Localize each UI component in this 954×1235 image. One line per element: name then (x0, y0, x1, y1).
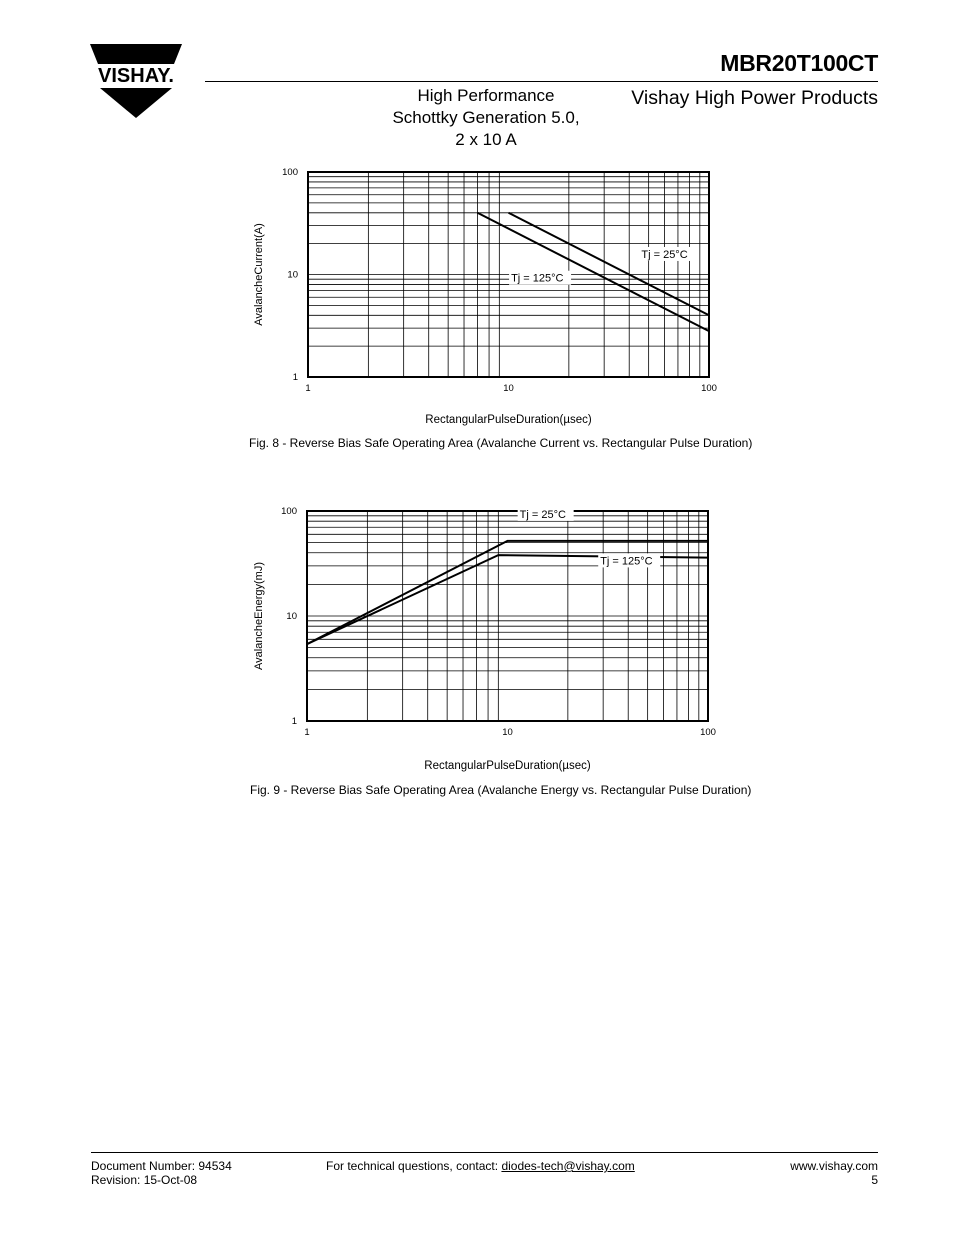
subtitle-line-3: 2 x 10 A (455, 130, 517, 149)
y-tick-label: 10 (286, 611, 297, 622)
vishay-logo (88, 42, 184, 120)
y-tick-label: 1 (291, 716, 297, 727)
revision: Revision: 15-Oct-08 (91, 1173, 198, 1187)
y-axis-label: AvalancheEnergy(mJ) (253, 561, 265, 671)
y-tick-label: 100 (281, 506, 297, 517)
footer-doc-info (91, 1159, 232, 1187)
product-subtitle (372, 85, 600, 151)
brand-line: Vishay High Power Products (631, 87, 878, 109)
fig8-chart (240, 160, 740, 432)
part-number: MBR20T100CT (720, 50, 878, 76)
x-axis-label: RectangularPulseDuration(µsec) (424, 760, 591, 772)
y-tick-label: 10 (287, 269, 298, 281)
footer-rule (91, 1152, 878, 1153)
page-number: 5 (871, 1173, 878, 1187)
y-tick-label: 1 (292, 372, 298, 383)
y-axis-label: AvalancheCurrent(A) (253, 223, 265, 326)
fig9-chart (240, 498, 740, 778)
series-label-tj125: Tj = 125°C (511, 272, 564, 285)
contact-prefix: For technical questions, contact: (326, 1159, 502, 1173)
x-tick-label: 1 (305, 383, 311, 394)
subtitle-line-1: High Performance (417, 86, 555, 105)
x-tick-label: 10 (503, 383, 514, 394)
series-label-tj25: Tj = 25°C (519, 508, 566, 521)
series-label-tj125: Tj = 125°C (600, 555, 653, 568)
x-tick-label: 10 (502, 727, 513, 738)
website: www.vishay.com (790, 1159, 878, 1173)
fig8-caption: Fig. 8 - Reverse Bias Safe Operating Area (Avalanche Current vs. Rectangular Pulse Duration) (249, 436, 753, 450)
series-label-tj25: Tj = 25°C (641, 248, 688, 261)
x-tick-label: 100 (700, 727, 716, 738)
x-axis-label: RectangularPulseDuration(µsec) (425, 414, 592, 426)
fig9-caption: Fig. 9 - Reverse Bias Safe Operating Area (Avalanche Energy vs. Rectangular Pulse Duration) (250, 783, 752, 797)
x-tick-label: 100 (701, 383, 717, 394)
footer-contact (326, 1159, 635, 1173)
logo-text: VISHAY. (98, 65, 174, 87)
document-number: Document Number: 94534 (91, 1159, 232, 1173)
x-tick-label: 1 (304, 727, 310, 738)
y-tick-label: 100 (282, 167, 298, 178)
series-line-tj25 (509, 213, 710, 316)
header-rule (205, 81, 878, 82)
contact-email-link[interactable]: diodes-tech@vishay.com (501, 1159, 635, 1173)
subtitle-line-2: Schottky Generation 5.0, (392, 108, 580, 127)
footer-right (700, 1159, 878, 1187)
